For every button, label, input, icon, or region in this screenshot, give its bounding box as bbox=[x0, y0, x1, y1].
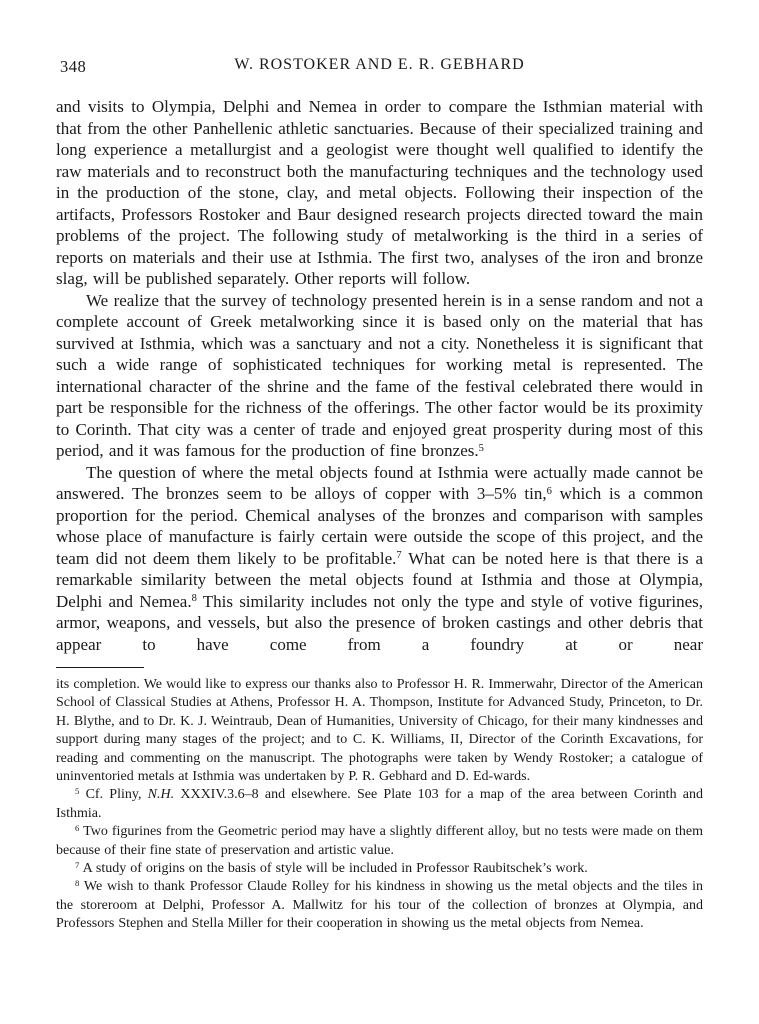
body-paragraph: We realize that the survey of technology presented herein is in a sense random and not a complete account of Greek metalworking since it is based only on the material that has survived at Isthmia, which was a sanctuary and not a city. Nonetheless it is significant that such a wide range of sophisticated techniques for working metal is represented. The international character of the shrine and the fame of the festival celebrated there would in part be responsible for the richness of the offerings. The other factor would be its proximity to Corinth. That city was a center of trade and enjoyed great prosperity during most of this period, and it was famous for the production of fine bronzes.$^5$ bbox=[56, 290, 703, 460]
footnote-7: $^7$ A study of origins on the basis of style will be included in Professor Raubitschek’s work. bbox=[75, 859, 588, 877]
footnote-6: $^6$ Two figurines from the Geometric period may have a slightly different alloy, but no tests were made on them because of their fine state of preservation and artistic value. bbox=[56, 822, 703, 858]
footnote-marker: 5 bbox=[75, 786, 80, 797]
footnote-8: $^8$ We wish to thank Professor Claude Rolley for his kindness in showing us the metal objects and the tiles in the storeroom at Delphi, Professor A. Mallwitz for his tour of the collection of bronzes at Olympia, and Professors Stephen and Stella Miller for their cooperation in showing us the metal objects from Nemea. bbox=[56, 878, 703, 932]
footnote-marker: 6 bbox=[546, 485, 552, 497]
footnote-marker: 8 bbox=[191, 593, 197, 605]
italic-text: N.H. bbox=[147, 787, 175, 803]
page-header bbox=[56, 56, 703, 76]
body-paragraph-continuation: and visits to Olympia, Delphi and Nemea in order to compare the Isthmian material with that from the other Panhellenic athletic sanctuaries. Because of their specialized training and long experience a metallurgist and a geologist were thought well qualified to identify the raw materials and to reconstruct both the manufacturing techniques and the technology used in the production of the stone, clay, and metal objects. Following their inspection of the artifacts, Professors Rostoker and Baur designed research projects directed toward the main problems of the project. The following study of metalworking is the third in a series of reports on materials and their use at Isthmia. The first two, analyses of the iron and bronze slag, will be published separately. Other reports will follow. bbox=[56, 97, 703, 288]
footnotes-block bbox=[56, 676, 703, 934]
footnote-marker: 7 bbox=[75, 859, 80, 870]
footnote-5: $^5$ Cf. Pliny, N.H. XXXIV.3.6–8 and elsewhere. See Plate 103 for a map of the area between Corinth and Isthmia. bbox=[56, 786, 704, 821]
footnote-marker: 7 bbox=[396, 550, 402, 562]
footnote-continuation: its completion. We would like to express our thanks also to Professor H. R. Immerwahr, Director of the American School of Classical Studies at Athens, Professor H. A. Thompson, Institute for Advanced Study, Princeton, to Dr. H. Blythe, and to Dr. K. J. Weintraub, Dean of Humanities, University of Chicago, for their many kindnesses and support during many stages of the project; and to C. K. Williams, II, Director of the Corinth Excavations, for reading and commenting on the manuscript. The photographs were taken by Wendy Rostoker; a catalogue of uninventoried metals at Isthmia was undertaken by P. R. Gebhard and D. Ed-wards. bbox=[56, 677, 703, 785]
footnote-marker: 5 bbox=[478, 442, 484, 454]
article-body bbox=[56, 96, 703, 655]
footnote-marker: 8 bbox=[75, 878, 80, 889]
running-head: W. ROSTOKER AND E. R. GEBHARD bbox=[234, 56, 525, 73]
page-number: 348 bbox=[60, 57, 87, 76]
footnote-marker: 6 bbox=[75, 822, 80, 833]
footnote-separator-rule bbox=[56, 667, 144, 668]
body-paragraph: The question of where the metal objects found at Isthmia were actually made cannot be answered. The bronzes seem to be alloys of copper with 3–5% tin,$^6$ which is a common proportion for the period. Chemical analyses of the bronzes and comparison with samples whose place of manufacture is fairly certain were outside the scope of this project, and the team did not deem them likely to be profitable.$^7$ What can be noted here is that there is a remarkable similarity between the metal objects found at Isthmia and those at Olympia, Delphi and Nemea.$^8$ This similarity includes not only the type and style of votive figurines, armor, weapons, and vessels, but also the presence of broken castings and other debris that appear to have come from a foundry at or near bbox=[56, 462, 704, 654]
